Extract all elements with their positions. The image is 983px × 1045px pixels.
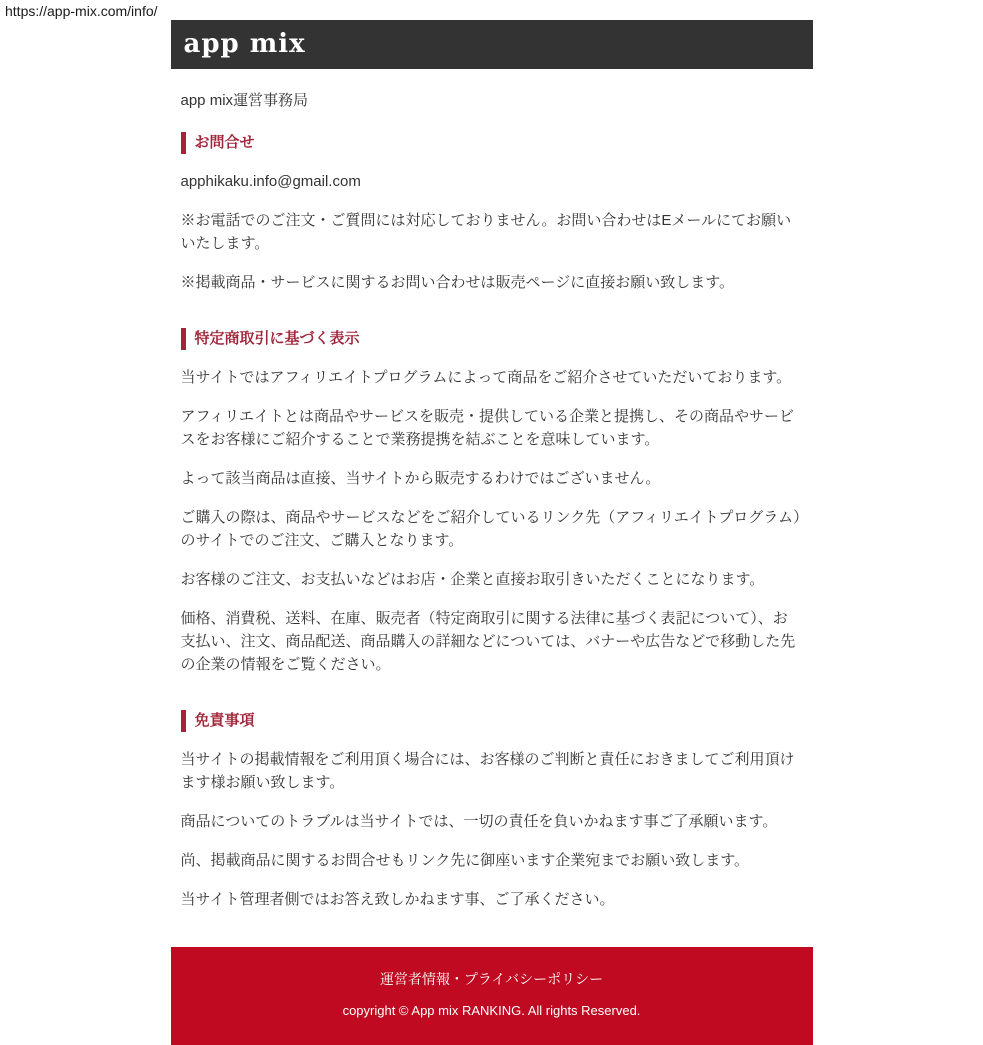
site-title[interactable]: app mix xyxy=(183,29,306,59)
body-paragraph: 当サイトの掲載情報をご利用頂く場合には、お客様のご判断と責任におきましてご利用頂けます様お願い致します。 xyxy=(180,751,795,791)
body-paragraph: 当サイト管理者側ではお答え致しかねます事、ご了承ください。 xyxy=(180,891,615,908)
section-heading-tokutei: 特定商取引に基づく表示 xyxy=(181,328,803,350)
page-container xyxy=(171,20,813,1045)
body-paragraph: 商品についてのトラブルは当サイトでは、一切の責任を負いかねます事ご了承願います。 xyxy=(180,813,778,830)
body-paragraph: 尚、掲載商品に関するお問合せもリンク先に御座います企業宛までお願い致します。 xyxy=(180,852,750,869)
site-header xyxy=(171,20,813,69)
section-heading-contact: お問合せ xyxy=(181,132,803,154)
page-url-text: https://app-mix.com/info/ xyxy=(5,3,158,19)
body-paragraph: アフィリエイトとは商品やサービスを販売・提供している企業と提携し、その商品やサービスをお客様にご紹介することで業務提携を結ぶことを意味しています。 xyxy=(180,408,795,448)
office-name: app mix運営事務局 xyxy=(180,92,309,109)
body-paragraph: 当サイトではアフィリエイトプログラムによって商品をご紹介させていただいております。 xyxy=(180,369,792,386)
contact-note: ※掲載商品・サービスに関するお問い合わせは販売ページに直接お願い致します。 xyxy=(180,274,735,291)
body-paragraph: お客様のご注文、お支払いなどはお店・企業と直接お取引きいただくことになります。 xyxy=(180,571,765,588)
section-heading-disclaimer: 免責事項 xyxy=(181,710,803,732)
copyright-text: copyright © App mix RANKING. All rights Reserved. xyxy=(342,1003,641,1018)
page-footer xyxy=(171,947,813,1045)
footer-privacy-link[interactable]: 運営者情報・プライバシーポリシー xyxy=(379,971,604,987)
body-paragraph: ご購入の際は、商品やサービスなどをご紹介しているリンク先（アフィリエイトプログラム）のサイトでのご注文、ご購入となります。 xyxy=(180,509,801,549)
body-paragraph: 価格、消費税、送料、在庫、販売者（特定商取引に関する法律に基づく表記について）、お支払い、注文、商品配送、商品購入の詳細などについては、バナーや広告などで移動した先の企業の情報をご覧ください。 xyxy=(180,610,796,673)
main-content xyxy=(171,89,813,911)
contact-note: ※お電話でのご注文・ご質問には対応しておりません。お問い合わせはEメールにてお願いいたします。 xyxy=(180,212,792,252)
contact-email: apphikaku.info@gmail.com xyxy=(180,173,361,190)
body-paragraph: よって該当商品は直接、当サイトから販売するわけではございません。 xyxy=(180,470,661,487)
